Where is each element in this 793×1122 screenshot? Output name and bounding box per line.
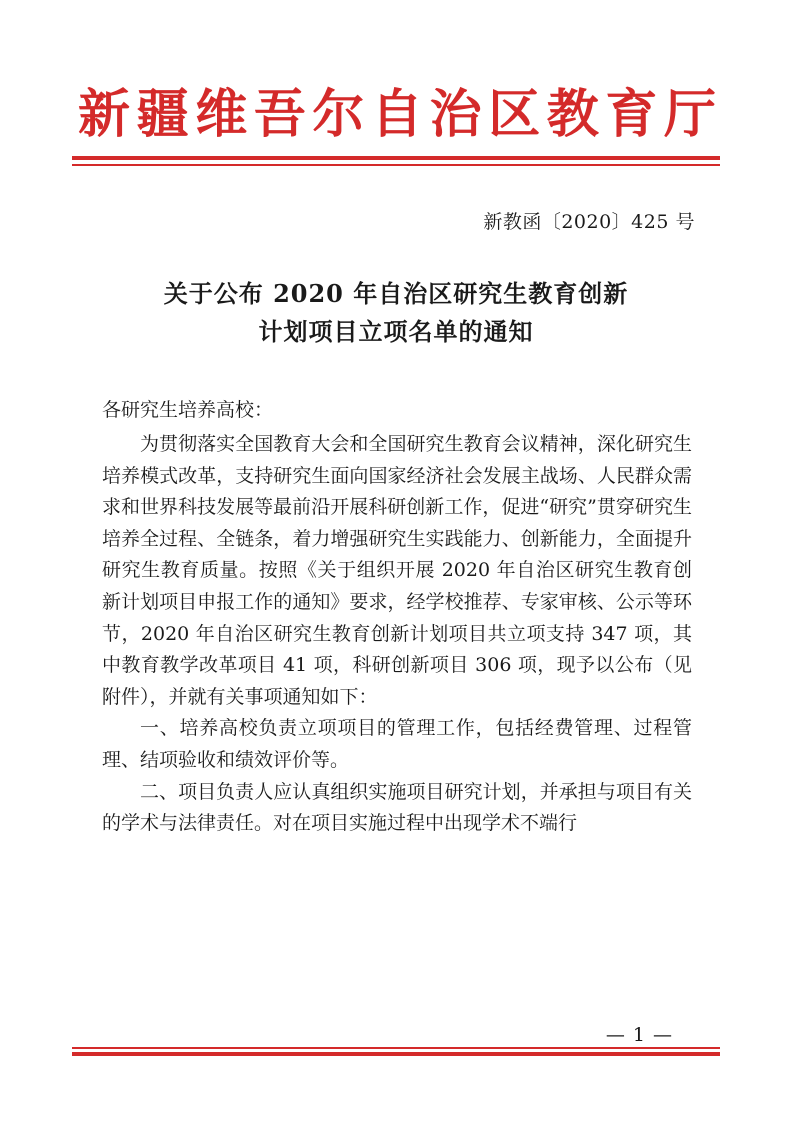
document-number: 新教函〔2020〕425 号 (483, 211, 695, 233)
document-title-line-2: 计划项目立项名单的通知 (258, 317, 534, 346)
issuer-header: 新疆维吾尔自治区教育厅 (78, 84, 718, 145)
document-title-line-1: 关于公布 2020 年自治区研究生教育创新 (163, 279, 629, 308)
addressee: 各研究生培养高校： (102, 399, 274, 421)
page-number: — 1 — (605, 1024, 673, 1046)
header-red-rule-thick (72, 156, 720, 160)
paragraph-3: 二、项目负责人应认真组织实施项目研究计划，并承担与项目有关的学术与法律责任。对在项目实施过程中出现学术不端行 (102, 780, 692, 835)
header-red-rule-thin (72, 164, 720, 166)
paragraph-1: 为贯彻落实全国教育大会和全国研究生教育会议精神，深化研究生培养模式改革，支持研究生面向国家经济社会发展主战场、人民群众需求和世界科技发展等最前沿开展科研创新工作，促进“研究”贯穿研究生培养全过程、全链条，着力增强研究生实践能力、创新能力，全面提升研究生教育质量。按照《关于组织开展 2020 年自治区研究生教育创新计划项目申报工作的通知》要求，经学校推荐、专家审核、公示等环节，2020 年自治区研究生教育创新计划项目共立项支持 347 项，其中教育教学改革项目 41 项，科研创新项目 306 项，现予以公布（见附件），并就有关事项通知如下： (102, 433, 692, 708)
footer-red-rule-thin (72, 1047, 720, 1049)
body-text (102, 429, 692, 840)
paragraph-2: 一、培养高校负责立项项目的管理工作，包括经费管理、过程管理、结项验收和绩效评价等。 (102, 717, 692, 771)
footer-red-rule-thick (72, 1052, 720, 1056)
document-title (96, 275, 696, 351)
